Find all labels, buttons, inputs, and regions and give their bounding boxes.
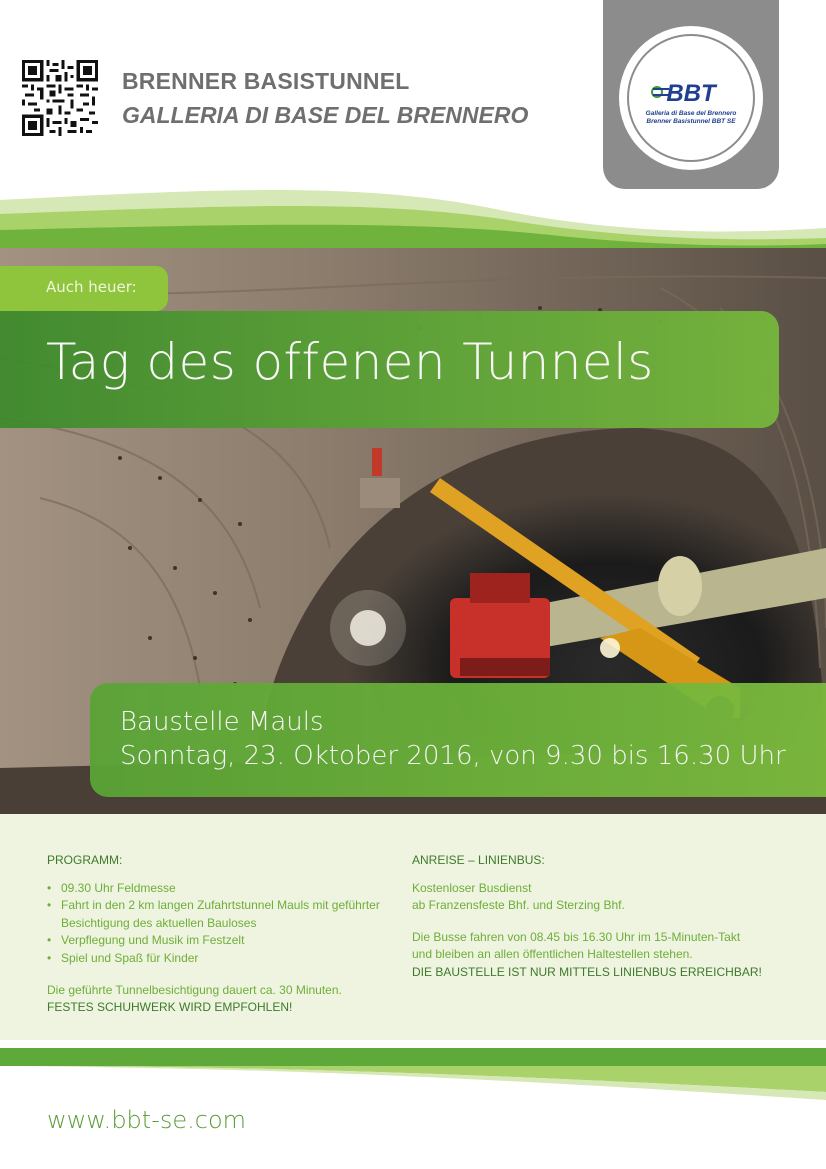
bus-schedule-line: Die Busse fahren von 08.45 bis 16.30 Uhr im 15-Minuten-Takt: [412, 929, 741, 944]
kicker-tab: [0, 266, 168, 311]
bus-only-notice: DIE BAUSTELLE IST NUR MITTELS LINIENBUS ERREICHBAR!: [412, 964, 762, 979]
anreise-heading: ANREISE – LINIENBUS:: [412, 853, 545, 867]
bus-departure-line: ab Franzensfeste Bhf. und Sterzing Bhf.: [412, 898, 625, 913]
tour-duration-note: Die geführte Tunnelbesichtigung dauert ca. 30 Minuten.: [47, 982, 342, 997]
event-date-time: Sonntag, 23. Oktober 2016, von 9.30 bis 16.30 Uhr: [120, 741, 786, 771]
kicker-text: Auch heuer:: [46, 278, 137, 296]
list-item: • Spiel und Spaß für Kinder: [47, 950, 397, 968]
org-name-german: BRENNER BASISTUNNEL: [122, 68, 410, 94]
programm-section: [47, 852, 397, 1017]
org-name-italian: GALLERIA DI BASE DEL BRENNERO: [122, 102, 529, 128]
qr-code: [22, 60, 98, 136]
footwear-notice: FESTES SCHUHWERK WIRD EMPFOHLEN!: [47, 1000, 293, 1015]
logo-wordmark: BBT: [666, 80, 716, 107]
logo-tab: [603, 0, 779, 189]
anreise-section: [412, 852, 812, 982]
info-panel: [0, 814, 826, 1054]
bottom-swoosh-decoration: [0, 1040, 826, 1100]
list-item: • Fahrt in den 2 km langen Zufahrtstunnel Mauls mit geführter Besichtigung des aktuellen Bauloses: [47, 897, 381, 932]
website-link[interactable]: www.bbt-se.com: [47, 1106, 247, 1134]
programm-list: [47, 880, 397, 968]
logo-subtitle-german: Brenner Basistunnel BBT SE: [646, 118, 736, 125]
list-item: • 09.30 Uhr Feldmesse: [47, 880, 397, 898]
programm-heading: PROGRAMM:: [47, 853, 123, 867]
logo-subtitle-italian: Galleria di Base del Brennero: [645, 110, 737, 117]
bbt-logo: [619, 26, 763, 170]
title-banner: [0, 311, 779, 428]
list-item: • Verpflegung und Musik im Festzelt: [47, 932, 397, 950]
event-title: Tag des offenen Tunnels: [46, 333, 654, 391]
bus-service-line: Kostenloser Busdienst: [412, 880, 532, 895]
event-details-banner: [90, 683, 826, 797]
event-location: Baustelle Mauls: [120, 707, 324, 737]
bus-stops-line: und bleiben an allen öffentlichen Haltestellen stehen.: [412, 947, 693, 962]
